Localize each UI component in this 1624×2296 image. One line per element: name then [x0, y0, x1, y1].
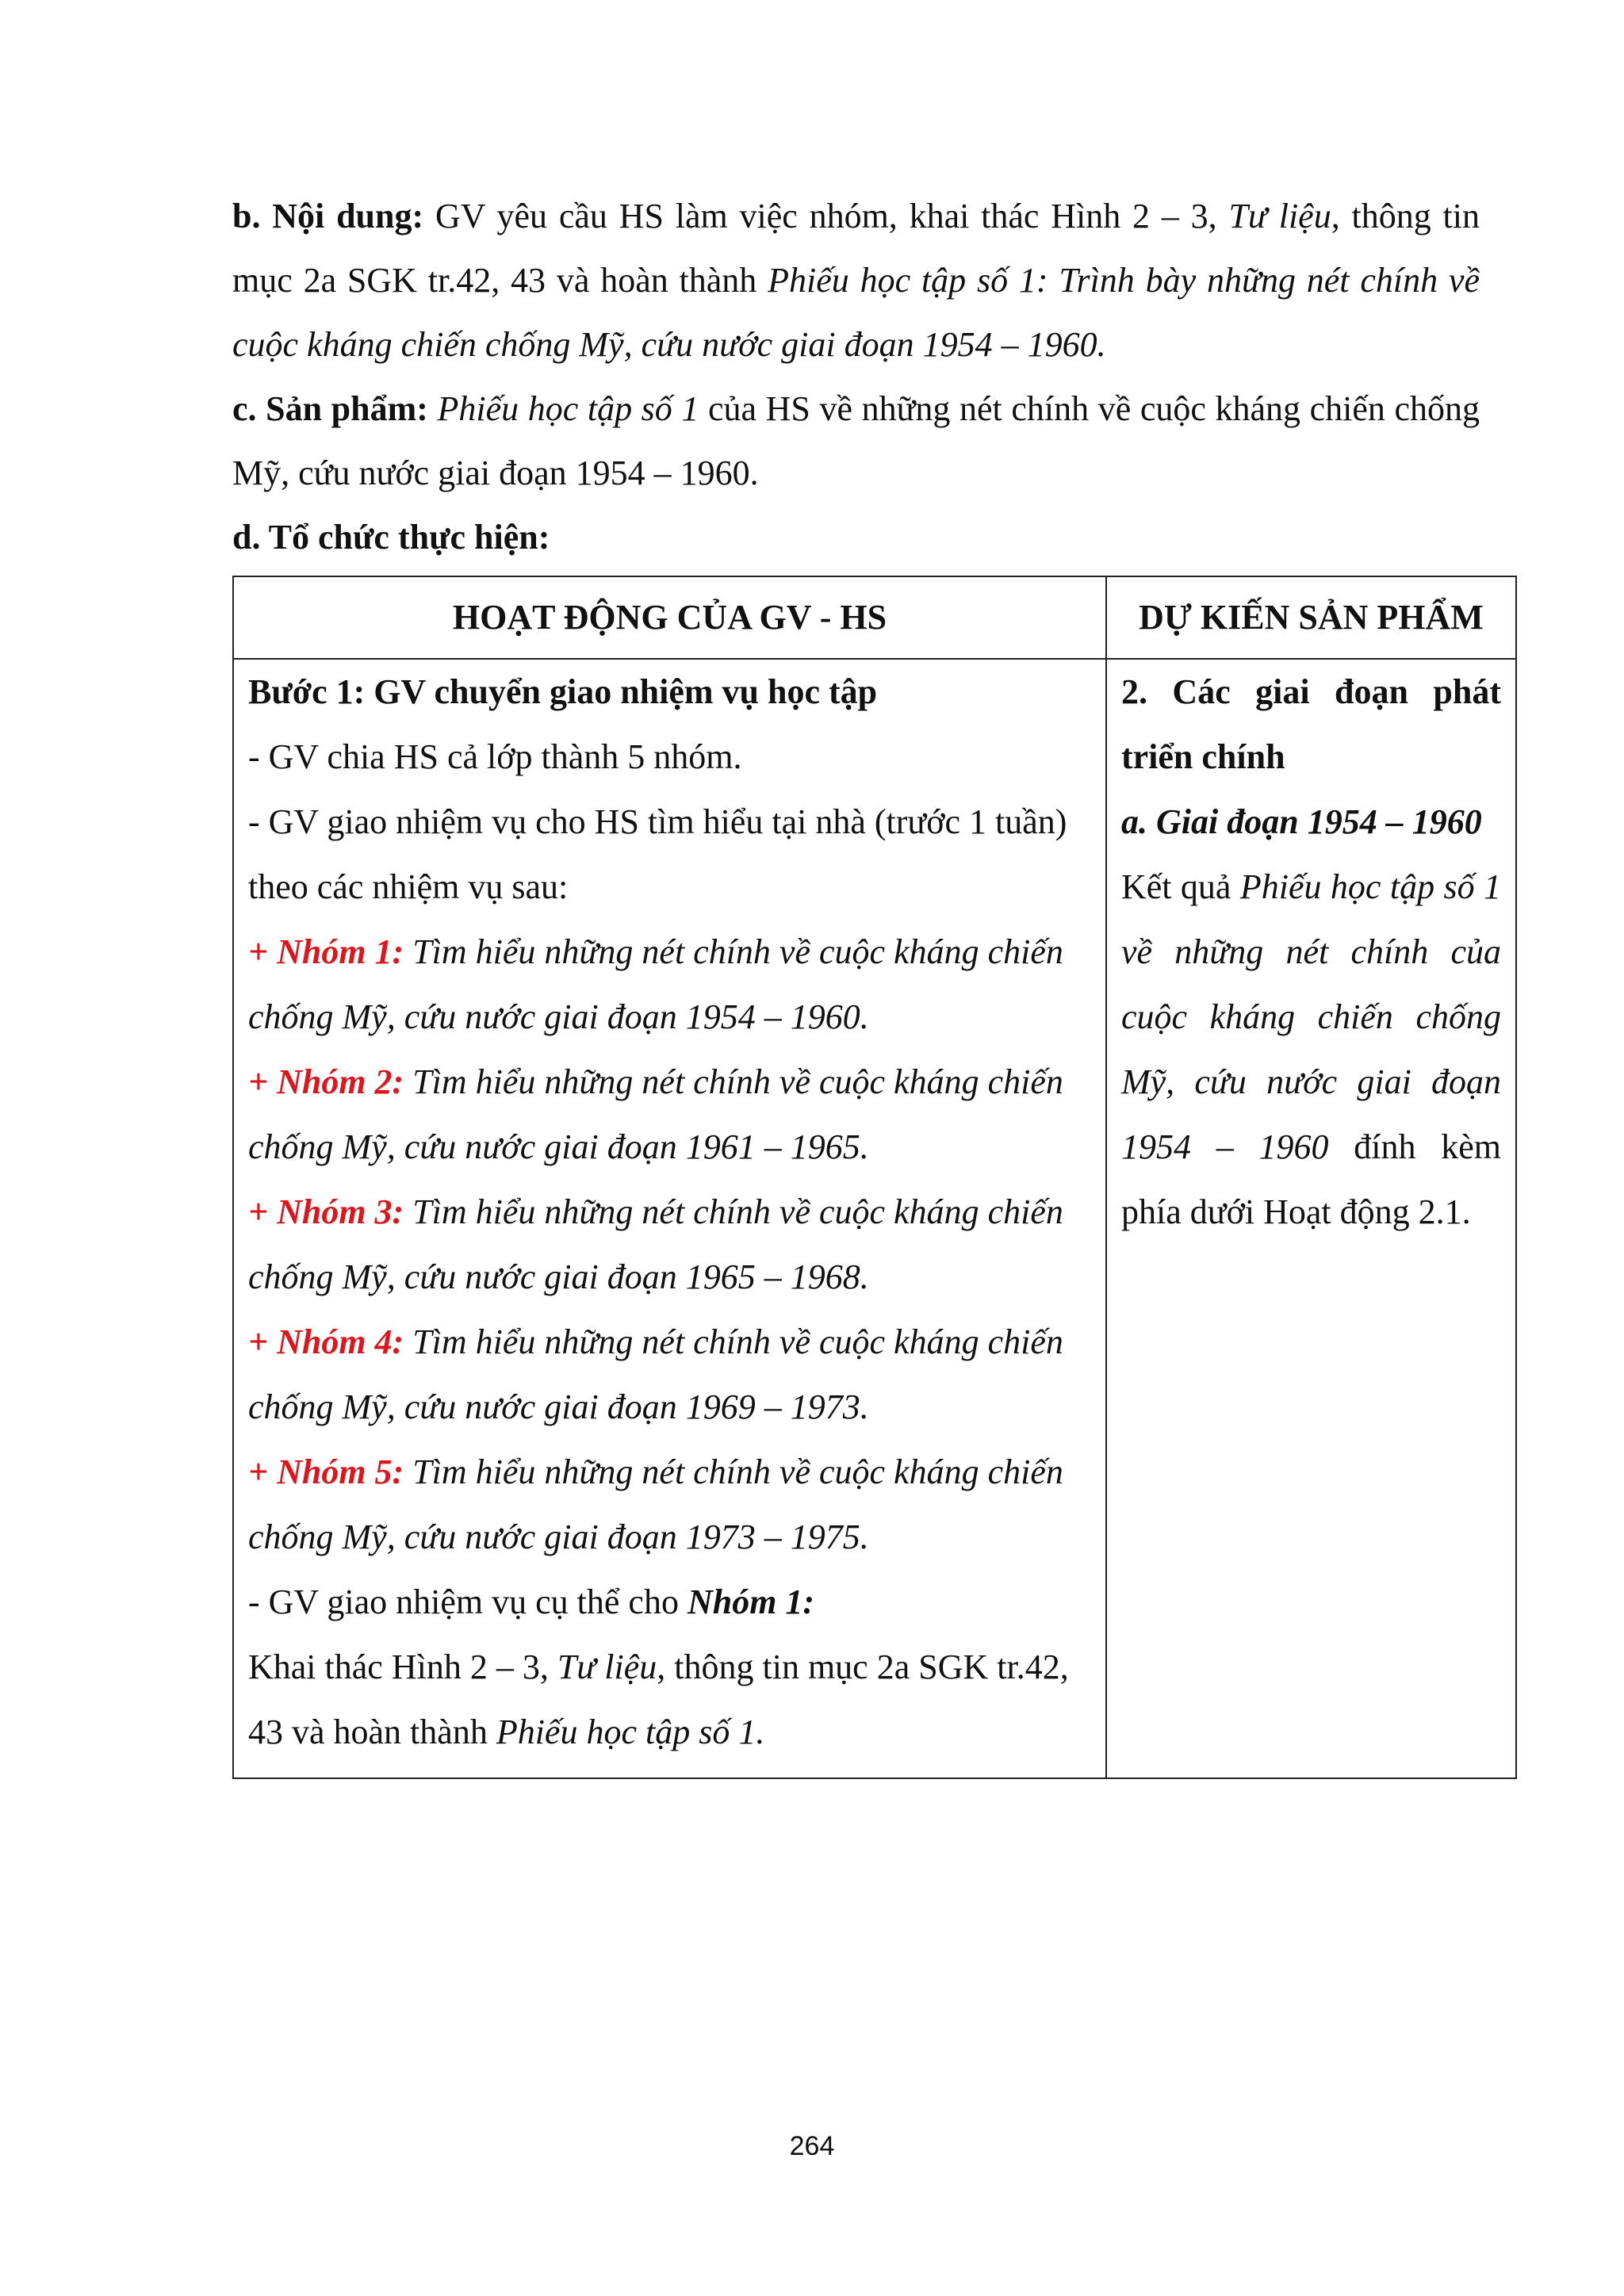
activities-cell	[233, 659, 1106, 1778]
group-label: + Nhóm 2:	[248, 1062, 404, 1101]
product-label: c. Sản phẩm:	[232, 389, 428, 428]
group-task-2	[248, 1050, 1094, 1115]
activity-table	[232, 576, 1517, 1779]
group-text: chống Mỹ, cứu nước giai đoạn 1954 – 1960.	[248, 997, 869, 1036]
table-header-row	[233, 576, 1516, 659]
instruction-line: - GV chia HS cả lớp thành 5 nhóm.	[248, 737, 742, 776]
group-label: + Nhóm 3:	[248, 1192, 404, 1231]
exploit-italic: Phiếu học tập số 1.	[496, 1712, 765, 1751]
group-text: Tìm hiểu những nét chính về cuộc kháng chiến	[404, 1322, 1063, 1361]
group-text: Tìm hiểu những nét chính về cuộc kháng chiến	[404, 932, 1063, 971]
product-italic: Phiếu học tập số 1	[427, 389, 699, 428]
step-heading: Bước 1: GV chuyển giao nhiệm vụ học tập	[248, 672, 878, 711]
page-number: 264	[789, 2131, 835, 2161]
task-text: - GV giao nhiệm vụ cụ thể cho	[248, 1582, 688, 1621]
group-text: chống Mỹ, cứu nước giai đoạn 1969 – 1973.	[248, 1387, 869, 1426]
organization-label: d. Tổ chức thực hiện:	[232, 518, 550, 557]
group-text: Tìm hiểu những nét chính về cuộc kháng chiến	[404, 1062, 1063, 1101]
group-task-5	[248, 1440, 1094, 1505]
group-label: + Nhóm 4:	[248, 1322, 404, 1361]
product-paragraph	[232, 377, 1480, 505]
group-label: + Nhóm 5:	[248, 1452, 404, 1491]
product-text: Kết quả	[1121, 867, 1240, 906]
content-text: , thông tin mục 2a SGK tr.42, 43 và hoàn thành	[232, 197, 1480, 300]
product-text: đính kèm phía dưới Hoạt động 2.1.	[1121, 1127, 1502, 1231]
content-italic: Phiếu học tập số 1: Trình bày những nét chính về cuộc kháng chiến chống Mỹ, cứu nước giai đoạn 1954 – 1960.	[232, 261, 1480, 364]
group-task-3	[248, 1180, 1094, 1245]
product-text: của HS về những nét chính về cuộc kháng chiến chống Mỹ, cứu nước giai đoạn 1954 – 1960.	[232, 389, 1480, 492]
group-text: Tìm hiểu những nét chính về cuộc kháng chiến	[404, 1192, 1063, 1231]
group-text: chống Mỹ, cứu nước giai đoạn 1973 – 1975.	[248, 1517, 869, 1556]
task-group: Nhóm 1:	[687, 1582, 815, 1621]
product-subheading: a. Giai đoạn 1954 – 1960	[1121, 802, 1482, 841]
exploit-line	[248, 1700, 1094, 1765]
exploit-text: Khai thác Hình 2 – 3,	[248, 1647, 557, 1686]
group-task-1	[248, 920, 1094, 985]
exploit-text: , thông tin mục 2a SGK tr.42,	[657, 1647, 1069, 1686]
exploit-text: 43 và hoàn thành	[248, 1712, 496, 1751]
content-label: b. Nội dung:	[232, 197, 424, 235]
product-italic: Phiếu học tập số 1 về những nét chính của cuộc kháng chiến chống Mỹ, cứu nước giai đoạn 1954 – 1960	[1121, 867, 1501, 1166]
group-text: chống Mỹ, cứu nước giai đoạn 1965 – 1968.	[248, 1257, 869, 1296]
group-label: + Nhóm 1:	[248, 932, 404, 971]
exploit-italic: Tư liệu	[557, 1647, 657, 1686]
header-expected-product: DỰ KIẾN SẢN PHẨM	[1106, 576, 1516, 659]
header-activities: HOẠT ĐỘNG CỦA GV - HS	[233, 576, 1106, 659]
group-text: Tìm hiểu những nét chính về cuộc kháng chiến	[404, 1452, 1063, 1491]
instruction-line: theo các nhiệm vụ sau:	[248, 867, 569, 906]
group-task-4	[248, 1310, 1094, 1375]
content-text: GV yêu cầu HS làm việc nhóm, khai thác Hình 2 – 3,	[423, 197, 1229, 235]
table-row	[233, 659, 1516, 1778]
content-italic: Tư liệu	[1228, 197, 1331, 235]
group-text: chống Mỹ, cứu nước giai đoạn 1961 – 1965.	[248, 1127, 869, 1166]
instruction-line: - GV giao nhiệm vụ cho HS tìm hiểu tại nhà (trước 1 tuần)	[248, 802, 1067, 841]
product-heading: 2. Các giai đoạn phát triển chính	[1121, 672, 1501, 776]
expected-product-cell	[1106, 659, 1516, 1778]
specific-task-line	[248, 1570, 1094, 1635]
content-paragraph	[232, 184, 1480, 377]
organization-heading	[232, 505, 1480, 569]
exploit-line	[248, 1635, 1094, 1700]
